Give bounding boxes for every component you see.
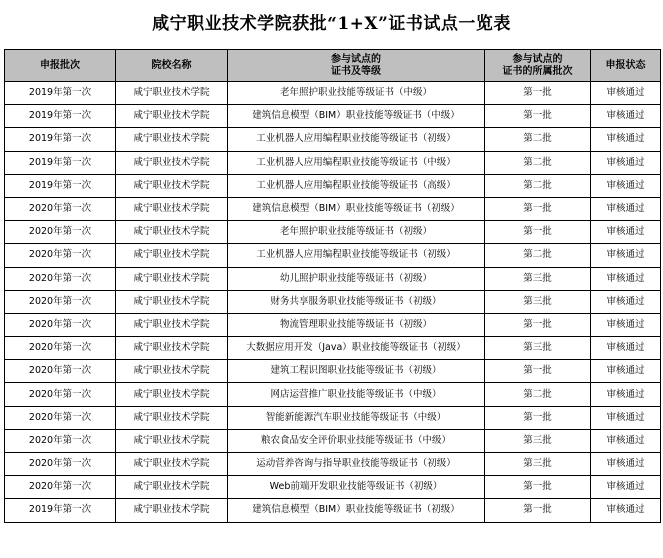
table-row: [5, 313, 661, 336]
cell-batch: 2019年第一次: [5, 105, 116, 128]
header-cert-batch: 参与试点的 证书的所属批次: [485, 50, 591, 82]
cell-school: 咸宁职业技术学院: [116, 383, 228, 406]
cell-cert-batch: 第一批: [485, 499, 591, 522]
cell-cert-batch: 第一批: [485, 105, 591, 128]
header-status: 申报状态: [591, 50, 661, 82]
table-row: [5, 244, 661, 267]
cell-status: 审核通过: [591, 313, 661, 336]
table-row: [5, 128, 661, 151]
cell-school: 咸宁职业技术学院: [116, 82, 228, 105]
table-row: [5, 174, 661, 197]
cell-batch: 2019年第一次: [5, 499, 116, 522]
cell-batch: 2020年第一次: [5, 221, 116, 244]
cell-certificate: 工业机器人应用编程职业技能等级证书（初级）: [228, 128, 485, 151]
table-row: [5, 290, 661, 313]
cell-batch: 2020年第一次: [5, 360, 116, 383]
cell-status: 审核通过: [591, 151, 661, 174]
table-row: [5, 453, 661, 476]
cell-batch: 2020年第一次: [5, 429, 116, 452]
cell-certificate: 建筑工程识图职业技能等级证书（初级）: [228, 360, 485, 383]
cell-school: 咸宁职业技术学院: [116, 360, 228, 383]
cell-batch: 2019年第一次: [5, 128, 116, 151]
cell-batch: 2020年第一次: [5, 453, 116, 476]
cell-certificate: 老年照护职业技能等级证书（中级）: [228, 82, 485, 105]
header-school: 院校名称: [116, 50, 228, 82]
cell-status: 审核通过: [591, 476, 661, 499]
cell-certificate: 财务共享服务职业技能等级证书（初级）: [228, 290, 485, 313]
table-row: [5, 429, 661, 452]
cell-status: 审核通过: [591, 105, 661, 128]
cell-school: 咸宁职业技术学院: [116, 290, 228, 313]
cell-batch: 2019年第一次: [5, 82, 116, 105]
cell-certificate: 工业机器人应用编程职业技能等级证书（高级）: [228, 174, 485, 197]
table-row: [5, 197, 661, 220]
table-body: [5, 82, 661, 523]
cell-status: 审核通过: [591, 429, 661, 452]
cell-cert-batch: 第一批: [485, 313, 591, 336]
cell-cert-batch: 第一批: [485, 197, 591, 220]
cell-batch: 2020年第一次: [5, 476, 116, 499]
cell-batch: 2020年第一次: [5, 290, 116, 313]
cell-certificate: 幼儿照护职业技能等级证书（初级）: [228, 267, 485, 290]
cell-batch: 2020年第一次: [5, 313, 116, 336]
cell-cert-batch: 第二批: [485, 174, 591, 197]
cell-status: 审核通过: [591, 337, 661, 360]
cell-status: 审核通过: [591, 406, 661, 429]
header-batch: 申报批次: [5, 50, 116, 82]
cell-cert-batch: 第一批: [485, 82, 591, 105]
cell-cert-batch: 第一批: [485, 360, 591, 383]
cell-school: 咸宁职业技术学院: [116, 499, 228, 522]
cell-certificate: 建筑信息模型（BIM）职业技能等级证书（初级）: [228, 499, 485, 522]
cell-batch: 2019年第一次: [5, 151, 116, 174]
cell-batch: 2020年第一次: [5, 244, 116, 267]
cell-school: 咸宁职业技术学院: [116, 151, 228, 174]
cell-certificate: 建筑信息模型（BIM）职业技能等级证书（初级）: [228, 197, 485, 220]
cell-cert-batch: 第三批: [485, 429, 591, 452]
cell-school: 咸宁职业技术学院: [116, 429, 228, 452]
table-row: [5, 406, 661, 429]
cell-cert-batch: 第三批: [485, 267, 591, 290]
table-row: [5, 267, 661, 290]
cell-certificate: 网店运营推广职业技能等级证书（中级）: [228, 383, 485, 406]
cell-status: 审核通过: [591, 499, 661, 522]
cell-certificate: 老年照护职业技能等级证书（初级）: [228, 221, 485, 244]
cell-cert-batch: 第三批: [485, 453, 591, 476]
table-row: [5, 221, 661, 244]
cell-status: 审核通过: [591, 82, 661, 105]
table-row: [5, 82, 661, 105]
header-certificate: 参与试点的 证书及等级: [228, 50, 485, 82]
cell-cert-batch: 第三批: [485, 290, 591, 313]
cell-cert-batch: 第二批: [485, 244, 591, 267]
cell-cert-batch: 第三批: [485, 337, 591, 360]
cell-status: 审核通过: [591, 244, 661, 267]
table-row: [5, 151, 661, 174]
cell-certificate: 智能新能源汽车职业技能等级证书（中级）: [228, 406, 485, 429]
cell-certificate: Web前端开发职业技能等级证书（初级）: [228, 476, 485, 499]
cell-school: 咸宁职业技术学院: [116, 476, 228, 499]
table-row: [5, 383, 661, 406]
cell-cert-batch: 第二批: [485, 383, 591, 406]
cell-school: 咸宁职业技术学院: [116, 244, 228, 267]
cell-school: 咸宁职业技术学院: [116, 337, 228, 360]
cell-certificate: 粮农食品安全评价职业技能等级证书（中级）: [228, 429, 485, 452]
cell-certificate: 大数据应用开发（Java）职业技能等级证书（初级）: [228, 337, 485, 360]
table-title: 咸宁职业技术学院获批“1+X”证书试点一览表: [152, 14, 511, 34]
cell-batch: 2020年第一次: [5, 197, 116, 220]
cell-status: 审核通过: [591, 128, 661, 151]
pilot-certificate-table: [4, 49, 661, 523]
cell-school: 咸宁职业技术学院: [116, 105, 228, 128]
cell-status: 审核通过: [591, 197, 661, 220]
cell-certificate: 建筑信息模型（BIM）职业技能等级证书（中级）: [228, 105, 485, 128]
cell-certificate: 运动营养咨询与指导职业技能等级证书（初级）: [228, 453, 485, 476]
cell-batch: 2020年第一次: [5, 383, 116, 406]
cell-school: 咸宁职业技术学院: [116, 197, 228, 220]
cell-batch: 2020年第一次: [5, 337, 116, 360]
cell-status: 审核通过: [591, 290, 661, 313]
cell-batch: 2019年第一次: [5, 174, 116, 197]
cell-cert-batch: 第一批: [485, 406, 591, 429]
cell-status: 审核通过: [591, 267, 661, 290]
cell-batch: 2020年第一次: [5, 406, 116, 429]
cell-status: 审核通过: [591, 453, 661, 476]
cell-cert-batch: 第一批: [485, 221, 591, 244]
header-row: [5, 50, 661, 82]
cell-status: 审核通过: [591, 221, 661, 244]
cell-school: 咸宁职业技术学院: [116, 313, 228, 336]
table-row: [5, 337, 661, 360]
cell-school: 咸宁职业技术学院: [116, 174, 228, 197]
cell-status: 审核通过: [591, 360, 661, 383]
cell-cert-batch: 第一批: [485, 476, 591, 499]
cell-certificate: 物流管理职业技能等级证书（初级）: [228, 313, 485, 336]
cell-cert-batch: 第二批: [485, 151, 591, 174]
table-row: [5, 105, 661, 128]
cell-school: 咸宁职业技术学院: [116, 267, 228, 290]
cell-school: 咸宁职业技术学院: [116, 221, 228, 244]
table-row: [5, 476, 661, 499]
table-row: [5, 360, 661, 383]
cell-school: 咸宁职业技术学院: [116, 406, 228, 429]
cell-status: 审核通过: [591, 383, 661, 406]
cell-school: 咸宁职业技术学院: [116, 453, 228, 476]
cell-cert-batch: 第二批: [485, 128, 591, 151]
cell-batch: 2020年第一次: [5, 267, 116, 290]
cell-certificate: 工业机器人应用编程职业技能等级证书（初级）: [228, 244, 485, 267]
table-row: [5, 499, 661, 522]
cell-status: 审核通过: [591, 174, 661, 197]
cell-certificate: 工业机器人应用编程职业技能等级证书（中级）: [228, 151, 485, 174]
cell-school: 咸宁职业技术学院: [116, 128, 228, 151]
